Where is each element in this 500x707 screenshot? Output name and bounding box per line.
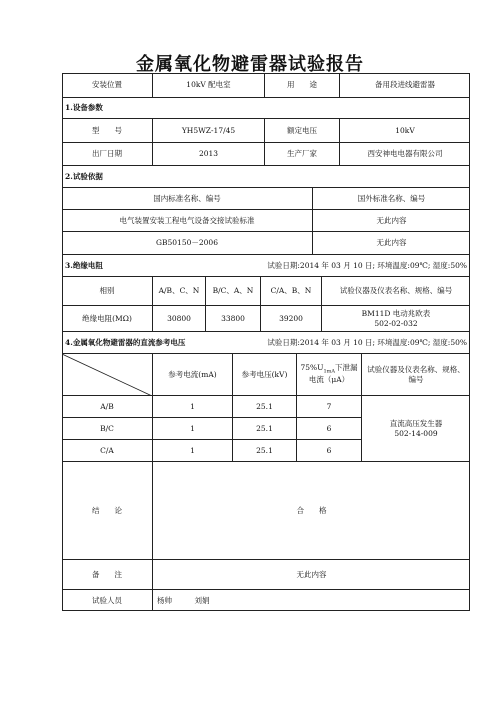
model-value: YH5WZ-17/45 (152, 118, 264, 142)
conclusion-label: 结 论 (62, 461, 152, 559)
dc-leakage: 6 (296, 439, 361, 461)
insulation-ab-value: 30800 (152, 305, 205, 331)
insulation-ca-value: 39200 (260, 305, 321, 331)
phase-label: 相别 (62, 276, 152, 305)
dc-current: 1 (152, 395, 232, 417)
leakage-header-subscript: 1mA (323, 368, 336, 375)
dc-current: 1 (152, 417, 232, 439)
rated-voltage-label: 额定电压 (264, 118, 339, 142)
conclusion-row (62, 461, 470, 559)
instrument-header: 试验仪器及仪表名称、规格、编号 (321, 276, 470, 305)
install-label: 安装位置 (92, 80, 122, 90)
section4-heading: 4.金属氧化物避雷器的直流参考电压 (62, 331, 252, 353)
remarks-label: 备 注 (62, 559, 152, 589)
section3-conditions: 试验日期:2014 年 03 月 10 日; 环境温度:09℃; 湿度:50% (212, 254, 470, 276)
domestic-standard: 电气装置安装工程电气设备交接试验标准 (62, 209, 312, 231)
section3-header (62, 254, 470, 276)
dc-voltage: 25.1 (232, 439, 296, 461)
section1-header (62, 97, 470, 118)
dc-phase: B/C (62, 417, 152, 439)
foreign-standard-header: 国外标准名称、编号 (312, 187, 470, 209)
section4-conditions: 试验日期:2014 年 03 月 10 日; 环境温度:09℃; 湿度:50% (252, 331, 470, 353)
insulation-instrument (321, 305, 470, 331)
testers-value: 杨帅 刘娟 (152, 589, 470, 611)
dc-instrument (361, 395, 470, 461)
standards-header-row (62, 187, 470, 209)
report-title: 金属氧化物避雷器试验报告 (136, 54, 364, 75)
dc-leakage: 6 (296, 417, 361, 439)
section2-header (62, 165, 470, 187)
insulation-header-row (62, 276, 470, 305)
foreign-standard: 无此内容 (312, 209, 470, 231)
section1-heading: 1.设备参数 (62, 97, 470, 118)
testers-label: 试验人员 (62, 589, 152, 611)
install-value: 10kV 配电室 (152, 73, 264, 97)
use-label: 用 途 (264, 73, 339, 97)
standards-code-row (62, 231, 470, 254)
report-table (62, 73, 470, 611)
dc-voltage: 25.1 (232, 417, 296, 439)
dc-voltage: 25.1 (232, 395, 296, 417)
remarks-row (62, 559, 470, 589)
domestic-standard-header: 国内标准名称、编号 (62, 187, 312, 209)
install-row (62, 73, 470, 97)
domestic-standard-code: GB50150－2006 (62, 231, 312, 254)
phase-ab-header: A/B、C、N (152, 276, 205, 305)
reference-voltage-header: 参考电压(kV) (232, 353, 296, 395)
insulation-bc-value: 33800 (205, 305, 260, 331)
foreign-standard-code: 无此内容 (312, 231, 470, 254)
dc-phase: C/A (62, 439, 152, 461)
standards-row (62, 209, 470, 231)
insulation-value-row (62, 305, 470, 331)
testers-row (62, 589, 470, 611)
manufacturer-label: 生产厂家 (264, 142, 339, 165)
dc-phase: A/B (62, 395, 152, 417)
rated-voltage-value: 10kV (339, 118, 470, 142)
section3-heading: 3.绝缘电阻 (62, 254, 212, 276)
remarks-value: 无此内容 (152, 559, 470, 589)
model-row (62, 118, 470, 142)
dc-current: 1 (152, 439, 232, 461)
dc-instrument-block (62, 395, 470, 461)
section4-header (62, 331, 470, 353)
leakage-header-suffix: 下泄漏电流（μA） (308, 363, 358, 384)
dc-leakage: 7 (296, 395, 361, 417)
dc-instrument-name: 直流高压发生器 (389, 419, 443, 429)
manufacture-row (62, 142, 470, 165)
insulation-instrument-name: BM11D 电动兆欧表 (361, 309, 431, 319)
manufacturer-value: 西安神电电器有限公司 (339, 142, 470, 165)
phase-bc-header: B/C、A、N (205, 276, 260, 305)
use-value: 备用段进线避雷器 (339, 73, 470, 97)
insulation-instrument-number: 502-02-032 (374, 318, 418, 328)
diagonal-line (62, 354, 152, 396)
dc-corner-cell (62, 353, 152, 395)
model-label: 型 号 (62, 118, 152, 142)
reference-current-header: 参考电流(mA) (152, 353, 232, 395)
manufacture-date-value: 2013 (152, 142, 264, 165)
dc-instrument-header: 试验仪器及仪表名称、规格、编号 (361, 353, 470, 395)
section2-heading: 2.试验依据 (62, 165, 470, 187)
dc-header-row (62, 353, 470, 395)
conclusion-value: 合 格 (152, 461, 470, 559)
dc-instrument-number: 502-14-009 (394, 428, 438, 438)
leakage-header-prefix: 75%U (300, 363, 324, 372)
insulation-resistance-label: 绝缘电阻(MΩ) (62, 305, 152, 331)
leakage-current-header (296, 353, 361, 395)
manufacture-date-label: 出厂日期 (62, 142, 152, 165)
phase-ca-header: C/A、B、N (260, 276, 321, 305)
